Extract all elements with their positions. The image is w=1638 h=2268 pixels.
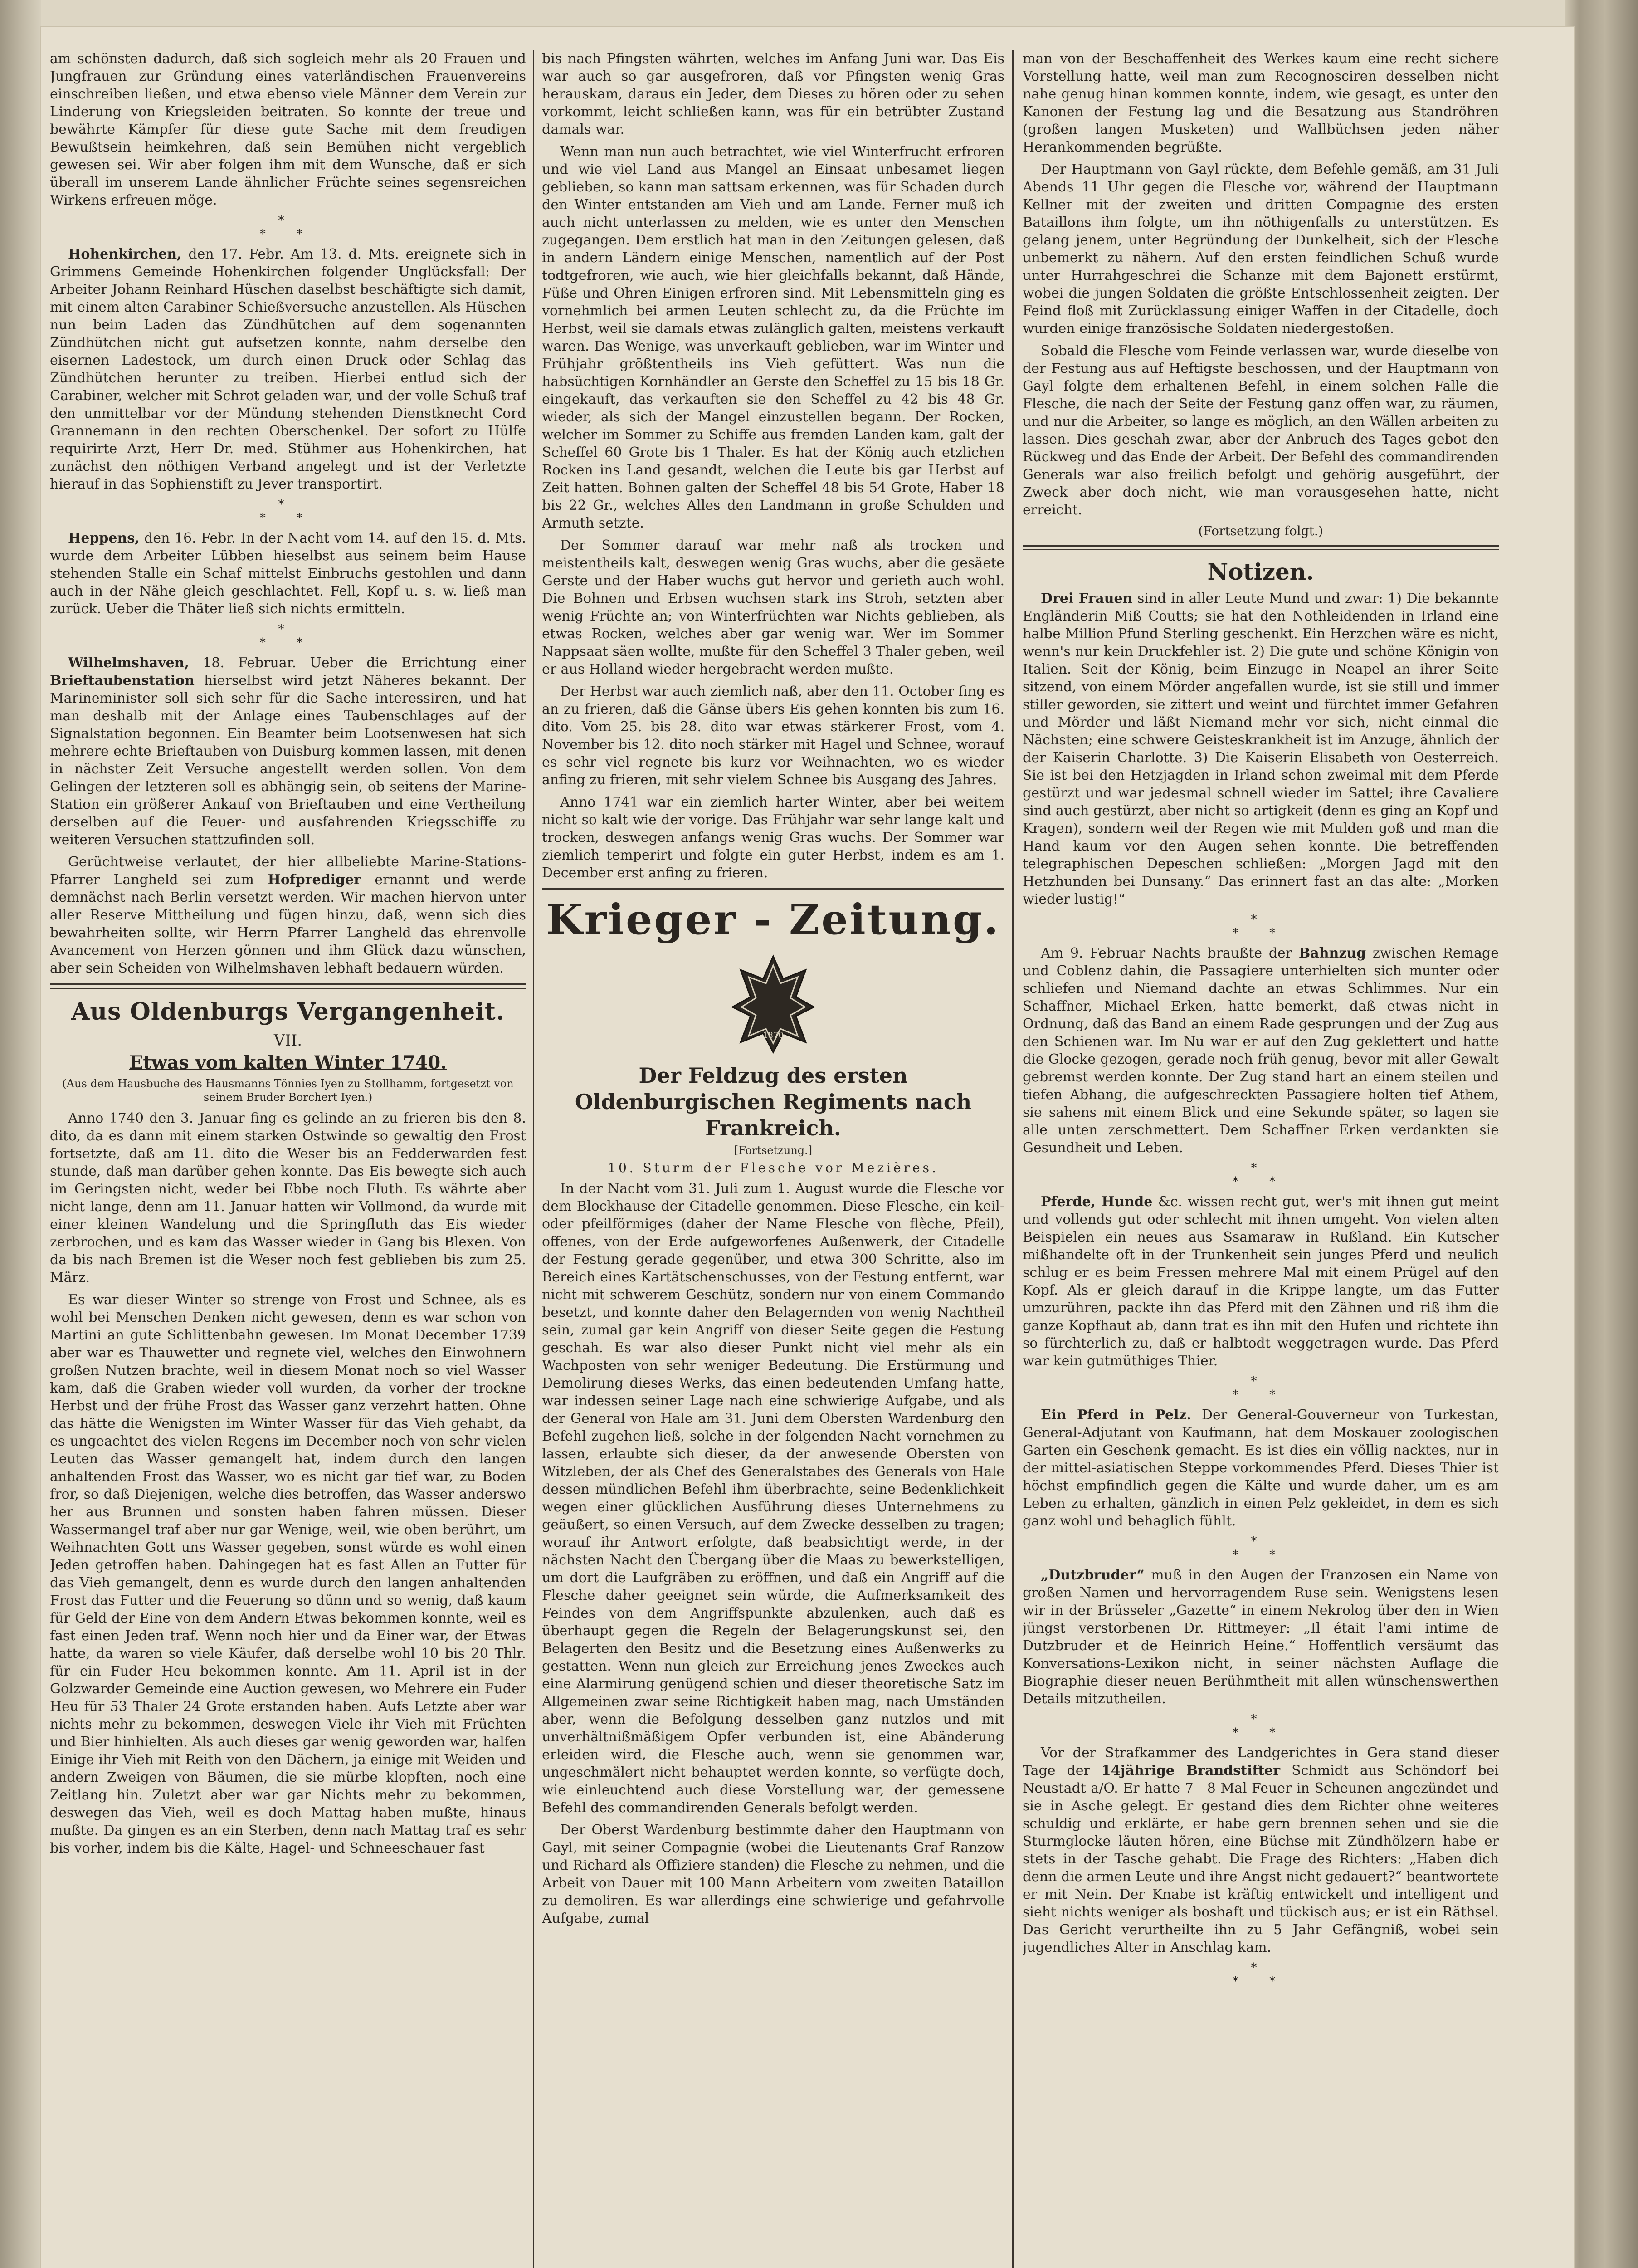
article-paragraph [50,245,526,493]
bold-term: Brieftaubenstation [50,673,195,689]
article-text: hierselbst wird jetzt Näheres bekannt. Der Marineminister soll sich sehr für die Sache interessiren, und hat man deshalb mit der Anlage eines Taubenschlages auf der Signalstation begonnen. Ein Beamter beim Lootsenwesen hat sich mehrere echte Brieftauben von Duisburg kommen lassen, mit denen in nächster Zeit Versuche angestellt werden sollen. Von dem Gelingen der letzteren soll es abhängig sein, ob seitens der Marine-Station ein größerer Ankauf von Brieftauben und eine Vertheilung derselben auf die Feuer- und ausfahrenden Kriegsschiffe zu weiteren Versuchen stattzufinden soll. [50,673,526,848]
section-rule [50,983,526,985]
part-number: VII. [273,1031,302,1050]
notice-text: &c. wissen recht gut, wer's mit ihnen gut meint und vollends gut oder schlecht mit ihnen umgeht. Von vielen alten Beispielen ein neues aus Ssamaraw in Rußland. Ein Kutscher mißhandelte oft in der Trunkenheit sein junges Pferd und neulich schlug er es beim Fressen mehrere Mal mit einem Prügel auf den Kopf. Als er gleich darauf in die Krippe langte, um das Futter umzurühren, packte ihn das Pferd mit den Zähnen und riß ihm die ganze Kopfhaut ab, dann trat es ihn mit den Hufen und richtete ihn so fürchterlich zu, daß er halbtodt weggetragen wurde. Das Pferd war kein gutmüthiges Thier. [1023,1194,1499,1369]
separator-stars: * * * [259,498,317,525]
column-2 [542,50,1004,2268]
article-paragraph: Anno 1741 war ein ziemlich harter Winter, aber bei weitem nicht so kalt wie der vorige. Das Frühjahr war sehr lange kalt und trocken, deswegen anfangs wenig Gras wuchs. Der Sommer war ziemlich temperirt und folgte ein guter Herbst, indem es am 1. December erst anfing zu frieren. [542,794,1004,881]
notice-paragraph [1023,944,1499,1157]
separator-stars: * * * [1232,913,1289,940]
separator-stars: * * * [1232,1712,1289,1740]
dateline: Wilhelmshaven, [68,655,189,671]
section-rule-thin [1023,549,1499,550]
article-text: den 17. Febr. Am 13. d. Mts. ereignete sich in Grimmens Gemeinde Hohenkirchen folgender Unglücksfall: Der Arbeiter Johann Reinhard Hüschen daselbst beschäftigte sich damit, mit einem alten Carabiner Schießversuche anzustellen. Als Hüschen nun beim Laden das Zündhütchen auf dem sogenannten Zündhütchen nicht gut aufsetzen konnte, nahm derselbe den eisernen Ladestock, um durch einen Druck oder Schlag das Zündhütchen herunter zu treiben. Hierbei entlud sich der Carabiner, welcher mit Schrot geladen war, und der volle Schuß traf den unmittelbar vor der Mündung stehenden Dienstknecht Cord Grannemann in den rechten Oberschenkel. Der sofort zu Hülfe requirirte Arzt, Herr Dr. med. Stühmer aus Hohenkirchen, hat zunächst den nöthigen Verband angelegt und ist der Verletzte hierauf in das Sophienstift zu Jever transportirt. [50,246,526,492]
article-paragraph [50,853,526,977]
notice-text: muß in den Augen der Franzosen ein Name von großen Namen und hervorragendem Ruse sein. Wenigstens lesen wir in der Brüsseler „Gazette“ in einem Nekrolog über den in Wien jüngst verstorbenen Dr. Rittmeyer: „Il était l'ami intime de Dutzbruder et de Heinrich Heine.“ Hoffentlich versäumt das Konversations-Lexikon nicht, in seiner nächsten Auflage die Biographie dieser neuen Berühmtheit mit allen wünschenswerthen Details mitzutheilen. [1023,1567,1499,1707]
bold-term: Bahnzug [1298,945,1366,961]
article-title [50,1051,526,1074]
dateline: Hohenkirchen, [68,246,182,262]
notice-paragraph [1023,1566,1499,1708]
separator-stars: * * * [1232,1961,1289,1988]
section-title: Aus Oldenburgs Vergangenheit. [71,998,505,1026]
article-paragraph: Der Sommer darauf war mehr naß als trocken und meistentheils kalt, deswegen wenig Gras wuchs, aber die gesäete Gerste und der Haber wuchs gut hervor und gerieth auch wohl. Die Bohnen und Erbsen wuchsen stark ins Stroh, setzten aber wenig Früchte an; von Winterfrüchten war Nichts geblieben, als etwas Rocken, welches aber gar wenig war. Wer im Sommer Nappsaat säen wollte, mußte für den Scheffel 3 Thaler geben, weil er aus Holland wieder hergebracht werden mußte. [542,538,1004,677]
notice-lead: „Dutzbruder“ [1041,1567,1145,1583]
column-rule-1 [533,50,534,2268]
article-paragraph: Der Herbst war auch ziemlich naß, aber den 11. October fing es an zu frieren, daß die Gänse übers Eis gehen konnten bis zum 16. dito. Vom 25. bis 28. dito war etwas stärkerer Frost, vom 4. November bis 12. dito noch stärker mit Hagel und Schnee, worauf es sehr viel regnete bis kurz vor Weihnachten, wo es wieder anfing zu frieren, mit sehr vielem Schnee bis Ausgang des Jahres. [542,684,1004,788]
notice-text: sind in aller Leute Mund und zwar: 1) Die bekannte Engländerin Miß Coutts; sie hat den Nothleidenden in Irland eine halbe Million Pfund Sterling geschenkt. Ein Herzchen wäre es nicht, wenn's nur kein Druckfehler ist. 2) Die gute und schöne Königin von Italien. Seit der König, beim Einzuge in Neapel an ihrer Seite sitzend, von einem Mörder angefallen wurde, ist sie still und immer stiller geworden, sie zittert und weint und fürchtet immer Gefahren und Mörder und läßt Niemand mehr vor sich, nicht einmal die Nächsten; eine schwere Geisteskrankheit ist im Anzuge, ähnlich der der Kaiserin Charlotte. 3) Die Kaiserin Elisabeth von Oesterreich. Sie ist bei den Hetzjagden in Irland schon zweimal mit dem Pferde gestürzt und war jedesmal schnell wieder im Sattel; ihre Cavaliere sind auch gestürzt, aber nicht so artigkeit (denn es ging an Kopf und Kragen), sondern weil der Regen wie mit Mulden goß und man die Hand kaum vor den Augen sehen konnte. Die betreffenden telegraphischen Depeschen schließen: „Morgen Jagd mit den Hetzhunden bei Dunsany.“ Das erinnert fast an das alte: „Morken wieder lustig!“ [1023,591,1499,907]
notice-paragraph [1023,1406,1499,1530]
column-3 [1023,50,1499,2268]
separator-stars: * * * [259,214,317,241]
separator-stars: * * * [1232,1161,1289,1188]
notice-lead: Drei Frauen [1041,591,1133,606]
separator-stars: * * * [1232,1535,1289,1562]
article-paragraph: Der Oberst Wardenburg bestimmte daher den Hauptmann von Gayl, mit seiner Compagnie (wobei die Lieutenants Graf Ranzow und Richard als Offiziere standen) die Flesche zu nehmen, und die Arbeit von Dauer mit 100 Mann Arbeitern vom zweiten Bataillon zu demoliren. Es war allerdings eine schwierige und gefahrvolle Aufgabe, zumal [542,1822,1004,1926]
book-binding-left [0,0,41,2268]
book-binding-right [1565,0,1638,2268]
article-paragraph: Wenn man nun auch betrachtet, wie viel Winterfrucht erfroren und wie viel Land aus Mangel an Einsaat unbesamet liegen geblieben, so kann man sattsam erkennen, was für Schaden durch den Winter entstanden am Vieh und am Lande. Ferner muß ich auch nicht unterlassen zu melden, wie es unter den Menschen zugegangen. Dem erstlich hat man in den Zeitungen gelesen, daß in andern Ländern einige Menschen, namentlich auf der Post todtgefroren, wie auch, wie hier gleichfalls bekannt, daß Hände, Füße und Ohren Einigen erfroren sind. Mit Lebensmitteln ging es vornehmlich bei armen Leuten schlecht zu, da die Früchte im Herbst, weil sie damals etwas zulänglich galten, meistens verkauft waren. Das Wenige, was unverkauft geblieben, war im Winter und Frühjahr größtentheils ins Vieh gefüttert. Was nun die habsüchtigen Kornhändler an Gerste den Scheffel zu 15 bis 18 Gr. eingekauft, das verkauften sie den Scheffel zu 42 bis 48 Gr. wieder, als sich der Mangel einzustellen begann. Der Rocken, welcher im Sommer zu Schiffe aus fremden Landen kam, galt der Scheffel 60 Grote bis 1 Thaler. Es hat der König auch etzlichen Rocken ins Land gesandt, welchen die Leute bis gar Herbst auf Zeit hatten. Bohnen galten der Scheffel 48 bis 54 Grote, Haber 18 bis 22 Gr., welches Alles den Landmann in große Schulden und Armuth setzte. [542,144,1004,531]
notice-lead: Pferde, Hunde [1041,1194,1153,1210]
notice-lead: Ein Pferd in Pelz. [1041,1407,1191,1423]
notice-text: Schmidt aus Schöndorf bei Neustadt a/O. Er hatte 7—8 Mal Feuer in Scheunen angezündet und sie in Asche gelegt. Er gestand dies dem Richter ohne weiteres schuldig und erklärte, er habe gern brennen sehen und sie die Sturmglocke läuten hören, eine Büchse mit Zündhölzern habe er stets in der Tasche gehabt. Die Frage des Richters: „Haben dich denn die armen Leute und ihre Angst nicht gedauert?“ beantwortete er mit Nein. Der Knabe ist kräftig entwickelt und intelligent und sieht nichts weniger als boshaft und tückisch aus; er ist ein Räthsel. Das Gericht verurtheilte ihn zu 5 Jahr Gefängniß, wobei sein jugendliches Alter in Anschlag kam. [1023,1763,1499,1955]
article-paragraph: Es war dieser Winter so strenge von Frost und Schnee, als es wohl bei Menschen Denken nicht gewesen, denn es war schon von Martini an gute Schlittenbahn gewesen. Im Monat December 1739 aber war es Thauwetter und regnete viel, welches den Einwohnern großen Nutzen brachte, weil in diesem Monat noch so viel Wasser kam, daß die Graben wieder voll wurden, da vorher der trockne Herbst und der frühe Frost das Wasser ganz verzehrt hatten. Ohne das hätte die Wenigsten im Winter Wasser für das Vieh gehabt, da es ungeachtet des vielen Regens im December noch von sehr vielen Leuten das Wasser gemangelt hat, indem durch den langen anhaltenden Frost das Wasser, wo es nicht gar tief war, zu Boden fror, so daß Diejenigen, welche dies betroffen, das Wasser anderswo her aus Brunnen und sonsten haben fahren müssen. Dieser Wassermangel traf aber nur gar Wenige, weil, wie oben berührt, um Weihnachten Gott uns Wasser gegeben, sonst würde es wohl einen Jeden getroffen haben. Dahingegen hat es fast Allen an Futter für das Vieh gemangelt, denn es wurde durch den langen anhaltenden Frost das Futter und die Feuerung so dünn und so wenig, daß kaum für Geld der Eine von dem Andern Etwas bekommen konnte, weil es fast einen Jeden traf. Wenn noch hier und da Einer war, der Etwas hatte, da waren so viele Käufer, daß derselbe wohl 10 bis 20 Thlr. für ein Fuder Heu bekommen konnte. Am 11. April ist in der Golzwarder Gemeinde eine Auction gewesen, wo Mehrere ein Fuder Heu für 53 Thaler 24 Grote erstanden haben. Aufs Letzte aber war nichts mehr zu bekommen, deswegen Viele ihr Vieh mit Früchten und Bier hinhielten. Als auch dieses gar wenig geworden war, halfen Einige ihr Vieh mit Reith von den Dächern, ja einige mit Weiden und andern Zweigen von Bäumen, die sie mürbe klopften, noch eine Zeitlang hin. Zuletzt aber war gar Nichts mehr zu bekommen, deswegen das Vieh, weil es doch Mattag haben mußte, hinaus mußte. Da gingen es an ein Sterben, denn nach Mattag traf es sehr bis vorher, indem bis die Kälte, Hagel- und Schneeschauer fast [50,1292,526,1856]
separator-stars: * * * [259,622,317,650]
article-text: ernannt und werde demnächst nach Berlin versetzt werden. Wir machen hiervon unter aller Reserve Mittheilung und fügen hinzu, daß, wenn sich dies bewahrheiten sollte, wir Herrn Pfarrer Langheld das ehrenvolle Avancement von Herzen gönnen und ihm Glück dazu wünschen, aber sein Scheiden von Wilhelmshaven lebhaft bedauern würden. [50,872,526,976]
krieger-zeitung-masthead: Krieger - Zeitung. [546,895,1000,944]
dateline: Heppens, [68,530,140,546]
article-text: Gerüchtweise verlautet, der hier allbeliebte Marine-Stations-Pfarrer Langheld sei zum [50,854,526,888]
notice-paragraph [1023,1193,1499,1370]
notice-paragraph [1023,590,1499,908]
notice-text: Der General-Gouverneur von Turkestan, General-Adjutant von Kaufmann, hat dem Moskauer zoologischen Garten ein Geschenk gemacht. Es ist dies ein völlig nacktes, nur in der mittel-asiatischen Steppe vorkommendes Pferd. Dieses Thier ist höchst empfindlich gegen die Kälte und wurde daher, um es am Leben zu erhalten, gänzlich in einen Pelz gekleidet, in dem es sich ganz wohl und behaglich fühlt. [1023,1407,1499,1529]
article-paragraph: In der Nacht vom 31. Juli zum 1. August wurde die Flesche vor dem Blockhause der Citadelle genommen. Diese Flesche, ein keil- oder pfeilförmiges (daher der Name Flesche von flèche, Pfeil), offenes, von der Erde aufgeworfenes Außenwerk, der Citadelle der Festung gerade gegenüber, und etwa 300 Schritte, also im Bereich eines Kartätschenschusses, von der Festung entfernt, war nicht mit schwerem Geschütz, sondern nur von einem Commando besetzt, und konnte daher den Belagernden von wenig Nachtheil sein, zumal gar kein Angriff von dieser Seite gegen die Festung geschah. Es war also dieser Punkt nicht viel mehr als ein Wachposten von sehr weniger Bedeutung. Die Erstürmung und Demolirung dieses Werks, das einen bedeutenden Umfang hatte, war indessen seiner Lage nach eine schwierige Aufgabe, und als der General von Hale am 31. Juni dem Obersten Wardenburg den Befehl zugehen ließ, solche in der folgenden Nacht vornehmen zu lassen, erlaubte sich dieser, da der anwesende Obersten von Witzleben, der als Chef des Generalstabes des Generals von Hale dessen mündlichen Befehl ihm überbrachte, seine Bedenklichkeit wegen einer glücklichen Ausführung dieses Unternehmens zu geäußert, so einen Versuch, auf dem Zwecke desselben zu tragen; worauf ihr Antwort erfolgte, daß beabsichtigt werde, in der nächsten Nacht den Übergang über die Maas zu bewerkstelligen, um dort die Laufgräben zu eröffnen, und daß ein Angriff auf die Flesche daher geeignet sein würde, die Aufmerksamkeit des Feindes von dem Angriffspunkte abzulenken, auch daß es überhaupt gegen die Regeln der Belagerungskunst sei, den Belagerten den Besitz und die Besetzung eines Außenwerks zu gestatten. Wenn nun gleich zur Erreichung jenes Zweckes auch eine Alarmirung genügend schien und dieser theoretische Satz im Allgemeinen zwar seine Richtigkeit haben mag, nach Umständen aber, wenn die Befolgung desselben ganz nutzlos und mit unverhältnißmäßigem Opfer verbunden ist, eine Abänderung erleiden wird, die Flesche auch, wenn sie genommen war, ungeschmälert nicht behauptet werden konnte, so verfügte doch, wie einleuchtend auch diese Vorstellung war, der gemessene Befehl des commandirenden Generals befolgt werden. [542,1181,1004,1816]
iron-cross-emblem [542,947,1004,1058]
chapter-heading: 10. Sturm der Flesche vor Mezières. [608,1160,939,1175]
section-rule-thin [50,988,526,989]
bold-term: Hofprediger [268,872,361,888]
continuation-label: [Fortsetzung.] [734,1144,813,1157]
article-paragraph: man von der Beschaffenheit des Werkes kaum eine recht sichere Vorstellung hatte, weil man zum Recognosciren desselben nicht nahe genug hinan kommen konnte, indem, wie gesagt, es unter den Kanonen der Festung lag und die Besatzung aus Standröhren (großen langen Musketen) und Wallbüchsen jeden näher Herankommenden begrüßte. [1023,51,1499,155]
column-1 [50,50,526,2268]
bold-term: 14jährige Brandstifter [1101,1763,1281,1779]
article-paragraph: Sobald die Flesche vom Feinde verlassen war, wurde dieselbe von der Festung aus auf Heftigste beschossen, und der Hauptmann von Gayl folgte dem erhaltenen Befehl, in einem solchen Falle die Flesche, die nach der Seite der Festung ganz offen war, zu räumen, und nur die Arbeiter, so lange es möglich, an den Wällen arbeiten zu lassen. Dies geschah zwar, aber der Anbruch des Tages gebot den Rückweg und das Ende der Arbeit. Der Befehl des commandirenden Generals war also freilich befolgt und gehörig ausgeführt, der Zweck aber doch nicht, wie man vorausgesehen hatte, nicht erreicht. [1023,343,1499,518]
article-title-text: Etwas vom kalten Winter 1740. [129,1052,447,1073]
article-paragraph [50,654,526,849]
section-rule [542,888,1004,890]
iron-cross-icon [723,947,823,1056]
notizen-title: Notizen. [1207,558,1314,585]
notice-text: Vor der Strafkammer des Landgerichtes in Gera stand dieser Tage der [1023,1745,1499,1779]
article-paragraph [50,529,526,618]
article-paragraph: bis nach Pfingsten währten, welches im Anfang Juni war. Das Eis war auch so gar ausgefroren, daß vor Pfingsten wenig Gras herauskam, daraus ein Jeder, dem Dieses zu hören oder zu sehen vorkommt, leicht schließen kann, was für ein betrübter Zustand damals war. [542,51,1004,137]
article-paragraph: am schönsten dadurch, daß sich sogleich mehr als 20 Frauen und Jungfrauen zur Gründung eines vaterländischen Frauenvereins einschreiben ließen, und etwa ebenso viele Männer dem Verein zur Linderung von Kriegsleiden beitraten. So konnte der treue und bewährte Kämpfer für diese gute Sache mit dem freudigen Bewußtsein heimkehren, daß sein Bemühen nicht vergeblich gewesen sei. Wir aber folgen ihm mit dem Wunsche, daß er sich überall im unserem Lande ähnlicher Früchte seines segensreichen Wirkens erfreuen möge. [50,51,526,208]
notice-text: zwischen Remage und Coblenz dahin, die Passagiere unterhielten sich munter oder schliefen und Niemand dachte an etwas Schlimmes. Nur ein Schaffner, Michael Erken, hatte bemerkt, daß etwas nicht in Ordnung, daß das Band an einem Rade gesprungen und der Zug aus den Schienen war. Im Nu war er auf den Zug geklettert und hatte die Glocke gezogen, gerade noch früh genug, bevor mit aller Gewalt gebremst werden konnte. Der Zug stand hart an einem steilen und tiefen Abhang, die aufgeschreckten Passagiere holten tief Athem, sie sahens mit einem Blick und eine Sekunde später, so lagen sie alle unten zerschmettert. Dem Schaffner Erken verdankten sie Gesundheit und Leben. [1023,945,1499,1156]
article-title: Der Feldzug des ersten Oldenburgischen Regiments nach Frankreich. [575,1063,972,1140]
source-note: (Aus dem Hausbuche des Hausmanns Tönnies Iyen zu Stollhamm, fortgesetzt von seinem Bruder Borchert Iyen.) [62,1077,514,1104]
column-rule-2 [1012,50,1014,2268]
article-paragraph: Anno 1740 den 3. Januar fing es gelinde an zu frieren bis den 8. dito, da es dann mit einem starken Ostwinde so gewaltig den Frost fortsetzte, daß am 11. dito die Weser bis an Fedderwarden fest stunde, daß man darüber gehen konnte. Das Eis bewegte sich auch im Geringsten nicht, weder bei Ebbe noch Fluth. Es währte aber nicht lange, denn am 11. Januar hatten wir Vollmond, da wurde mit einer kleinen Wandelung und die Springfluth das Eis wieder zerbrochen, und es kam das Wasser wieder in Gang bis Blexen. Von da bis nach Bremen ist die Weser noch fest geblieben bis zum 25. März. [50,1110,526,1286]
article-text: den 16. Febr. In der Nacht vom 14. auf den 15. d. Mts. wurde dem Arbeiter Lübben hieselbst aus seinem beim Hause stehenden Stalle ein Schaf mittelst Einbruchs gestohlen und dann auch in der Nähe gleich geschlachtet. Fell, Kopf u. s. w. ließ man zurück. Ueber die Thäter ließ sich nichts ermitteln. [50,530,526,617]
continuation-note: (Fortsetzung folgt.) [1198,523,1323,538]
notice-text: Am 9. Februar Nachts braußte der [1041,945,1292,961]
article-paragraph: Der Hauptmann von Gayl rückte, dem Befehle gemäß, am 31 Juli Abends 11 Uhr gegen die Flesche vor, während der Hauptmann Kellner mit der zweiten und dritten Compagnie des ersten Bataillons ihm folgte, um ihn nöthigenfalls zu unterstützen. Es gelang jenem, unter Begründung der Dunkelheit, sich der Flesche unbemerkt zu nähern. Auf den ersten feindlichen Schuß wurde unter Hurrahgeschrei die Schanze mit dem Bajonett erstürmt, wobei die jungen Soldaten die größte Entschlossenheit zeigten. Der Feind floß mit Zurücklassung einiger Waffen in der Citadelle, doch wurden einige französische Soldaten niedergestoßen. [1023,161,1499,337]
cross-year: 1870 [763,1031,784,1040]
separator-stars: * * * [1232,1374,1289,1402]
article-text: 18. Februar. Ueber die Errichtung einer [203,655,526,671]
section-rule [1023,545,1499,547]
notice-paragraph [1023,1744,1499,1956]
